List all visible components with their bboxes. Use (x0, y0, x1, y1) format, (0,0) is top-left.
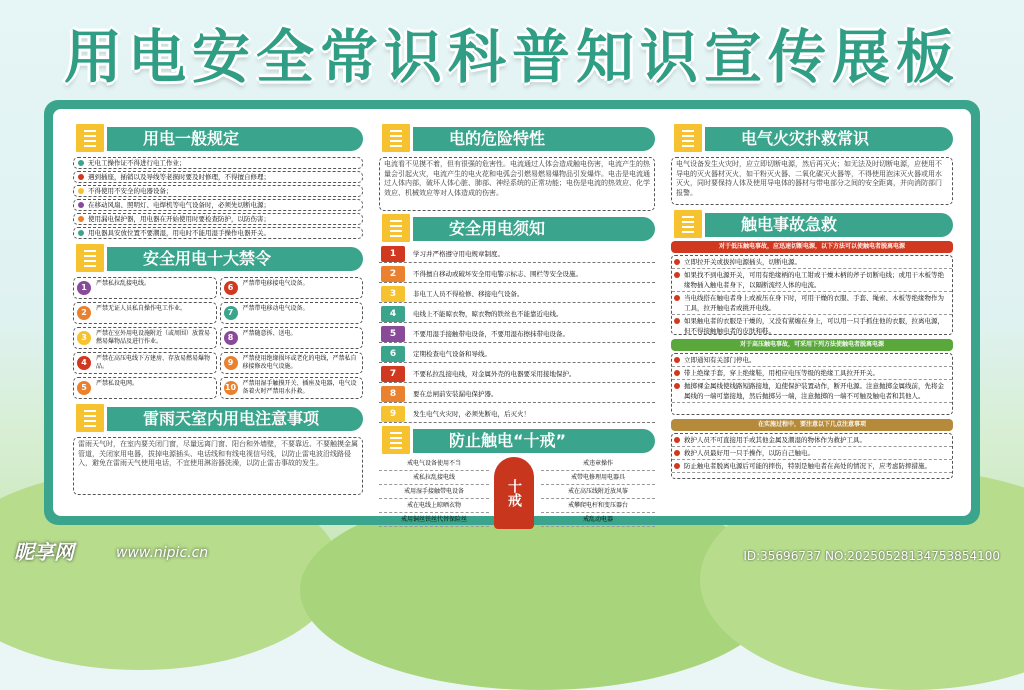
item-text: 不得擅自移动或破坏安全用电警示标志、围栏等安全设施。 (413, 270, 582, 278)
list-item: 不得使用不安全的电器设备； (73, 185, 363, 197)
list-item (379, 305, 655, 323)
ban-item (73, 277, 217, 299)
ban-text: 严禁私拉乱接电线。 (96, 280, 151, 287)
item-number: 3 (381, 286, 405, 302)
list-item (379, 405, 655, 423)
column-left (73, 127, 363, 495)
danger-text: 电流看不见摸不着，但有很强的危害性。电流通过人体会造成触电伤害，电流产生的热量会引起火灾，电流产生的电火花和电弧会引燃易燃易爆物品引发爆炸。电击是电流通过人体内部，破坏人体心脏、肺部、神经系统的正常功能；电伤是电流的热效应、化学效应、机械效应等对人体造成的伤害。 (379, 157, 655, 211)
precept-item: 戒在电线上晾晒衣物 (379, 499, 489, 513)
list-item: 防止触电者脱离电源后可能的摔伤，特别是触电者在高处的情况下，应考虑防摔措施。 (672, 460, 952, 473)
watermark-id: ID:35696737 NO:20250528134753854100 (743, 549, 1000, 563)
list-item (379, 365, 655, 383)
ban-item (220, 277, 364, 299)
header-text: 触电事故急救 (741, 215, 838, 234)
ban-text: 严禁在高压电线下方建房、存放易燃易爆物品。 (96, 355, 211, 370)
list-item: 救护人员不可直接用手或其他金属及潮湿的物体作为救护工具。 (672, 434, 952, 447)
list-item: 用电器具安放位置不要潮湿，用电时不能用湿手操作电器开关。 (73, 227, 363, 239)
header-text: 安全用电十大禁令 (143, 249, 272, 268)
list-item: 立即通知有关部门停电。 (672, 354, 952, 367)
item-number: 9 (381, 406, 405, 422)
ban-number: 8 (224, 331, 238, 345)
list-item: 救护人员最好用一只手操作，以防自己触电。 (672, 447, 952, 460)
precept-item: 戒用铜丝铁丝代替保险丝 (379, 513, 489, 527)
item-text: 不要私拉乱接电线，对金属外壳的电器要采用接地保护。 (413, 370, 576, 378)
ban-text: 严禁带电移接电气设备。 (242, 280, 309, 287)
header-text: 用电一般规定 (143, 129, 240, 148)
notes-bar: 在实施过程中，要注意以下几点注意事项 (671, 419, 953, 431)
fire-text: 电气设备发生火灾时，应立即切断电源，然后再灭火；如无法及时切断电源，应使用不导电的灭火器材灭火，如干粉灭火器、二氧化碳灭火器等，不得使用泡沫灭火器或用水灭火，同时要保持人体及使用导电体的器材与带电部分之间的安全距离，并向消防部门报警。 (671, 157, 953, 205)
precept-item: 戒乱动电器 (541, 513, 655, 527)
item-text: 发生电气火灾时，必须先断电，后灭火！ (413, 410, 530, 418)
ten-precepts (379, 457, 655, 529)
header-general-rules (87, 127, 363, 151)
ban-item (220, 302, 364, 324)
page-title: 用电安全常识科普知识宣传展板 (63, 23, 960, 91)
plug-icon (671, 207, 705, 241)
notice-list (379, 245, 655, 423)
plug-icon (379, 423, 413, 457)
list-item: 带上绝缘手套，穿上绝缘鞋，用相应电压等级的绝缘工具拉开开关。 (672, 367, 952, 380)
item-text: 电线上不能晾衣物，晾衣物的铁丝也不能靠近电线。 (413, 310, 563, 318)
ban-item (220, 352, 364, 374)
header-storm (87, 407, 363, 431)
precept-item: 戒用湿手接触带电设备 (379, 485, 489, 499)
list-item (379, 325, 655, 343)
precept-item: 戒带电修理用电器具 (541, 471, 655, 485)
list-item: 抛掷裸金属线使线路短路接地，迫使保护装置动作，断开电源。注意抛掷金属线前，先将金属线的一端可靠接地，然后抛掷另一端，注意抛掷的一端不可触及触电者和其他人。 (672, 380, 952, 403)
ban-text: 严禁私设电网。 (96, 380, 139, 387)
header-fire (685, 127, 953, 151)
header-danger (393, 127, 655, 151)
ten-bans-grid (73, 277, 363, 399)
ban-item (73, 327, 217, 349)
site-url: www.nipic.cn (116, 545, 209, 561)
list-item (379, 385, 655, 403)
ban-number: 7 (224, 306, 238, 320)
precept-item: 戒私拉乱接电线 (379, 471, 489, 485)
ban-item (220, 377, 364, 399)
column-right (671, 127, 953, 479)
board-inner (53, 109, 971, 523)
display-board (44, 100, 980, 525)
list-item: 遇到插座，插销以及导线等老损时要及时修理，不得擅自修理； (73, 171, 363, 183)
list-item: 无电工操作证不得进行电工作业； (73, 157, 363, 169)
precept-item: 戒攀爬电杆和变压器台 (541, 499, 655, 513)
item-number: 7 (381, 366, 405, 382)
ban-number: 10 (224, 381, 238, 395)
precept-item: 戒在高压线附近放风筝 (541, 485, 655, 499)
ban-text: 严禁无证人员私自操作电工作业。 (96, 305, 187, 312)
list-item: 当电线搭在触电者身上或被压在身下时，可用干燥的衣服、手套、绳索、木板等绝缘物作为工具，拉开触电者或挑开电线。 (672, 292, 952, 315)
high-voltage-list (671, 353, 953, 415)
item-text: 要在总闸前安装漏电保护器。 (413, 390, 498, 398)
item-text: 非电工人员不得检修、移接电气设备。 (413, 290, 524, 298)
site-logo: 昵享网 (14, 540, 74, 564)
plug-icon (379, 121, 413, 155)
notes-list (671, 433, 953, 479)
header-text: 电的危险特性 (449, 129, 546, 148)
ten-precepts-badge: 十戒 (494, 457, 534, 529)
list-item (379, 265, 655, 283)
storm-text: 雷雨天气时，在室内要关闭门窗，尽量远离门窗、阳台和外墙壁，不要靠近、不要触摸金属管道，关闭家用电器，拔掉电源插头、电话线和有线电视信号线，以防止雷电波沿线路侵入，避免在雷雨天气使用电话，不宜使用淋浴器洗澡，以防止雷击事故的发生。 (73, 437, 363, 495)
plug-icon (379, 211, 413, 245)
list-item: 在移动风扇、照明灯、电焊机等电气设备时，必须先切断电源； (73, 199, 363, 211)
item-number: 4 (381, 306, 405, 322)
header-text: 电气火灾扑救常识 (741, 129, 870, 148)
ban-number: 9 (224, 356, 238, 370)
list-item: 使用漏电保护器，用电器在开始使用时要检查防护，以防伤害； (73, 213, 363, 225)
plug-icon (73, 121, 107, 155)
item-number: 2 (381, 266, 405, 282)
header-text: 安全用电须知 (449, 219, 546, 238)
ban-item (220, 327, 364, 349)
header-notice (393, 217, 655, 241)
ban-text: 严禁用湿手触摸开关、插座及电器，电气设备着火时严禁用水扑救。 (242, 380, 357, 395)
ban-number: 4 (77, 356, 91, 370)
ban-number: 6 (224, 281, 238, 295)
item-text: 学习并严格遵守用电规章制度。 (413, 250, 504, 258)
ban-number: 3 (77, 331, 91, 345)
item-text: 不要用湿手接触带电设备，不要用湿布擦抹带电设备。 (413, 330, 569, 338)
header-ten-bans (87, 247, 363, 271)
plug-icon (671, 121, 705, 155)
precepts-right (541, 457, 655, 527)
plug-icon (73, 401, 107, 435)
header-text: 防止触电“十戒” (449, 431, 567, 450)
ban-item (73, 377, 217, 399)
item-number: 8 (381, 386, 405, 402)
list-item: 立即拉开关或拔掉电源插头，切断电源。 (672, 256, 952, 269)
plug-icon (73, 241, 107, 275)
header-ten-precepts (393, 429, 655, 453)
ban-text: 严禁随意拆、送电。 (242, 330, 297, 337)
list-item (379, 345, 655, 363)
precepts-left (379, 457, 489, 527)
low-voltage-list (671, 255, 953, 335)
ban-number: 2 (77, 306, 91, 320)
ban-item (73, 302, 217, 324)
ban-item (73, 352, 217, 374)
list-item: 如果找不到电源开关，可用有绝缘柄的电工钳或干燥木柄的斧子切断电线；或用干木板等绝缘物插入触电者身下，以隔断流经人体的电流。 (672, 269, 952, 292)
list-item (379, 245, 655, 263)
precept-item: 戒电气设备使用不当 (379, 457, 489, 471)
item-number: 6 (381, 346, 405, 362)
item-number: 5 (381, 326, 405, 342)
list-item (379, 285, 655, 303)
ban-number: 5 (77, 381, 91, 395)
low-voltage-bar: 对于低压触电事故，应迅速切断电源，以下方法可以使触电者脱离电源 (671, 241, 953, 253)
item-number: 1 (381, 246, 405, 262)
header-text: 雷雨天室内用电注意事项 (143, 409, 320, 428)
list-item: 如果触电者的衣服是干燥的，又没有紧缠在身上，可以用一只手抓住他的衣服，拉离电源，但不得接触触电者的皮肤和鞋。 (672, 315, 952, 335)
ban-text: 严禁带电移动电气设备。 (242, 305, 309, 312)
general-rules-list (73, 157, 363, 239)
high-voltage-bar: 对于高压触电事故，可采用下列方法使触电者脱离电源 (671, 339, 953, 351)
item-text: 定期检查电气设备和导线。 (413, 350, 491, 358)
ban-text: 严禁在室外用电设施附近（或周围）放置易燃易爆物品及进行作业。 (96, 330, 211, 345)
precept-item: 戒违章操作 (541, 457, 655, 471)
ban-text: 严禁使用绝缘损坏或老化的电线，严禁私自移接修改电气设施。 (242, 355, 357, 370)
column-middle (379, 127, 655, 529)
ban-number: 1 (77, 281, 91, 295)
header-first-aid (685, 213, 953, 237)
